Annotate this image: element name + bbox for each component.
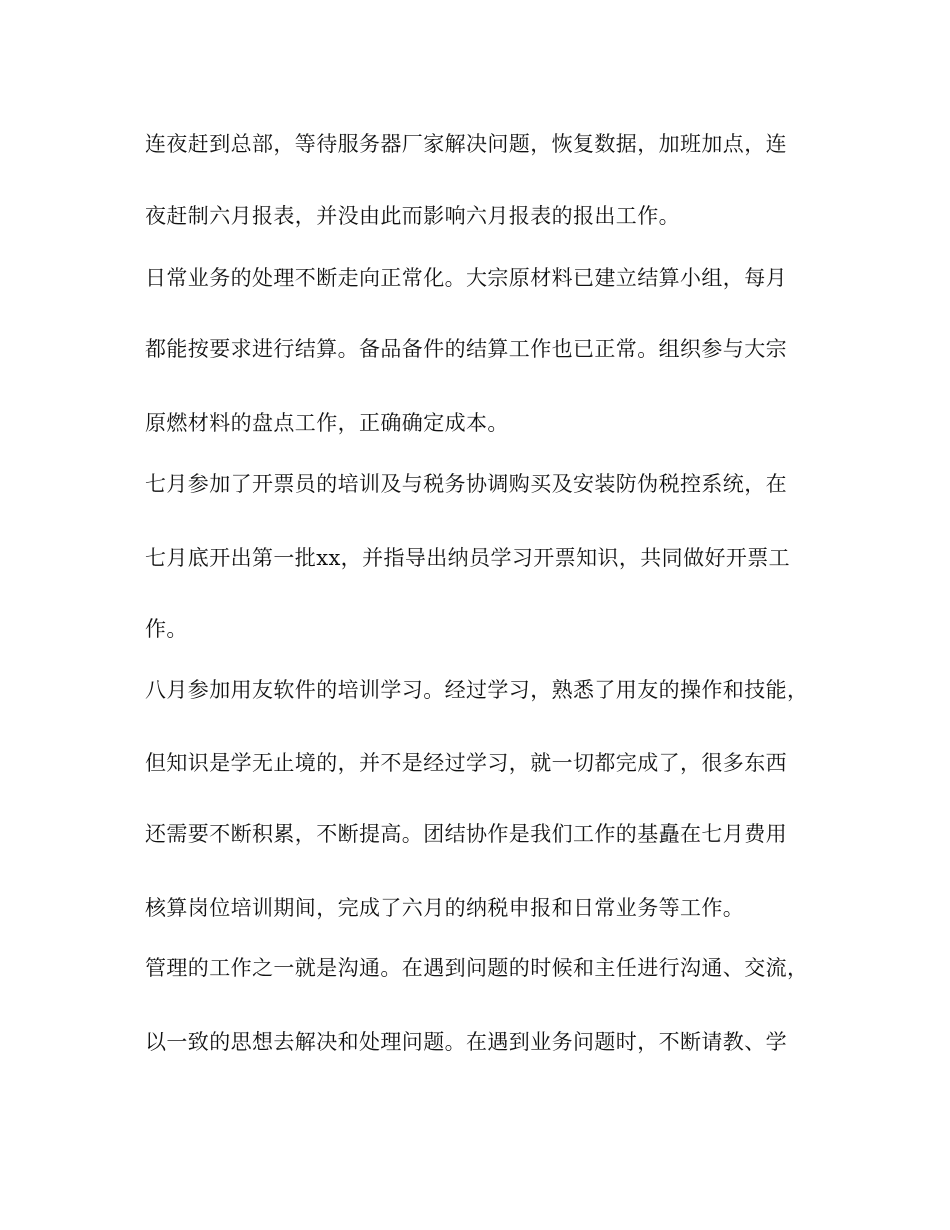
text-line-14: 以一致的思想去解决和处理问题。在遇到业务问题时，不断请教、学 — [145, 1030, 787, 1054]
text-line-2: 夜赶制六月报表，并没由此而影响六月报表的报出工作。 — [145, 204, 680, 228]
text-line-10: 但知识是学无止境的，并不是经过学习，就一切都完成了，很多东西 — [145, 751, 787, 775]
text-line-6: 七月参加了开票员的培训及与税务协调购买及安装防伪税控系统，在 — [145, 472, 787, 496]
text-line-13: 管理的工作之一就是沟通。在遇到问题的时候和主任进行沟通、交流， — [145, 956, 809, 980]
text-line-9: 八月参加用友软件的培训学习。经过学习，熟悉了用友的操作和技能， — [145, 678, 809, 702]
text-line-3: 日常业务的处理不断走向正常化。大宗原材料已建立结算小组，每月 — [145, 266, 787, 290]
text-line-11: 还需要不断积累，不断提高。团结协作是我们工作的基矗在七月费用 — [145, 822, 787, 846]
text-line-7: 七月底开出第一批xx，并指导出纳员学习开票知识，共同做好开票工 — [145, 546, 791, 570]
text-line-5: 原燃材料的盘点工作，正确确定成本。 — [145, 411, 509, 435]
text-line-4: 都能按要求进行结算。备品备件的结算工作也已正常。组织参与大宗 — [145, 337, 787, 361]
text-line-12: 核算岗位培训期间，完成了六月的纳税申报和日常业务等工作。 — [145, 896, 745, 920]
text-line-1: 连夜赶到总部，等待服务器厂家解决问题，恢复数据，加班加点，连 — [145, 132, 787, 156]
text-line-8: 作。 — [145, 617, 188, 641]
